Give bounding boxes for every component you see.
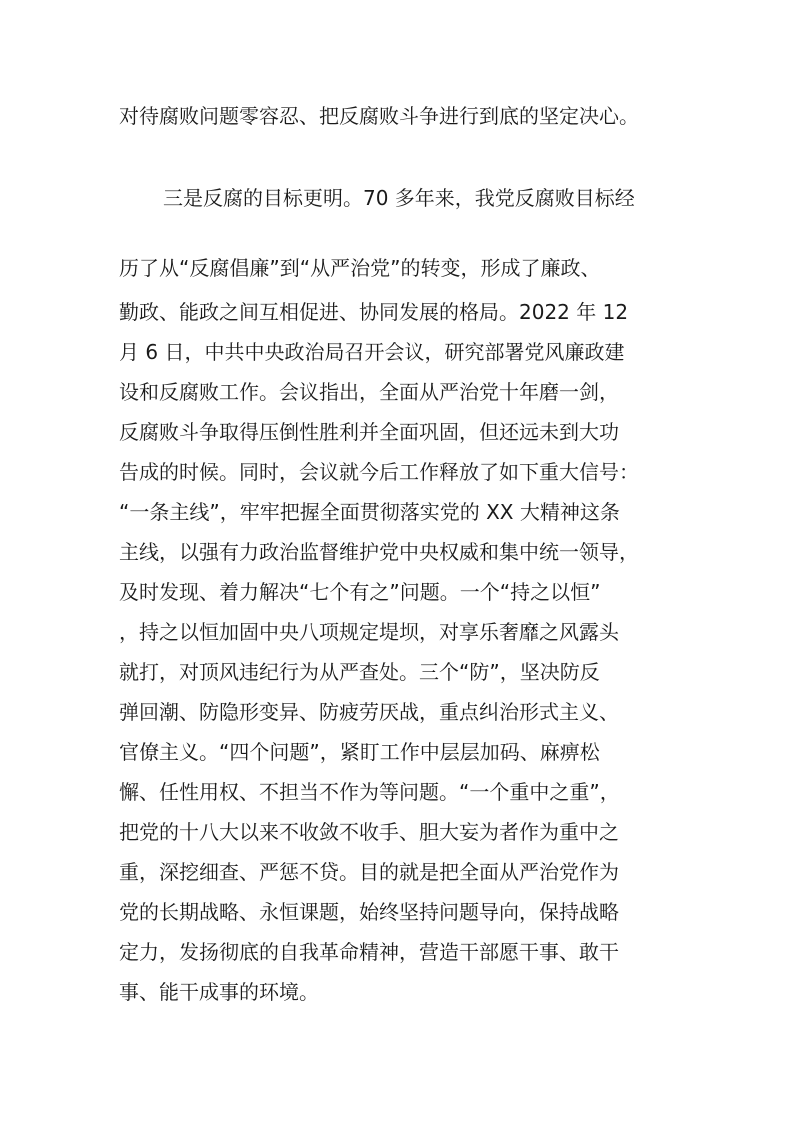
paragraph-2-line: 月 6 日，中共中央政治局召开会议，研究部署党风廉政建 <box>119 340 625 364</box>
paragraph-2-line: 事、能干成事的环境。 <box>119 980 319 1004</box>
paragraph-2-line: 反腐败斗争取得压倒性胜利并全面巩固，但还远未到大功 <box>119 420 619 444</box>
paragraph-2-line: 告成的时候。同时，会议就今后工作释放了如下重大信号： <box>119 460 639 484</box>
paragraph-2-line: “一条主线”，牢牢把握全面贯彻落实党的 XX 大精神这条 <box>119 500 620 524</box>
paragraph-2-line: 及时发现、着力解决“七个有之”问题。一个“持之以恒” <box>119 580 601 604</box>
paragraph-2-line: 勤政、能政之间互相促进、协同发展的格局。2022 年 12 <box>119 300 629 324</box>
paragraph-1-line: 对待腐败问题零容忍、把反腐败斗争进行到底的坚定决心。 <box>119 104 639 128</box>
paragraph-2-line: 官僚主义。“四个问题”，紧盯工作中层层加码、麻痹松 <box>119 740 600 764</box>
paragraph-2-line: 懈、任性用权、不担当不作为等问题。“一个重中之重”， <box>119 780 620 804</box>
paragraph-2-line: 党的长期战略、永恒课题，始终坚持问题导向，保持战略 <box>119 900 619 924</box>
paragraph-2-line: ，持之以恒加固中央八项规定堤坝，对享乐奢靡之风露头 <box>119 620 619 644</box>
paragraph-2-line: 重，深挖细查、严惩不贷。目的就是把全面从严治党作为 <box>119 860 619 884</box>
paragraph-2-line: 设和反腐败工作。会议指出，全面从严治党十年磨一剑， <box>119 380 619 404</box>
paragraph-2-line: 把党的十八大以来不收敛不收手、胆大妄为者作为重中之 <box>119 820 619 844</box>
paragraph-2-line: 就打，对顶风违纪行为从严查处。三个“防”，坚决防反 <box>119 660 600 684</box>
paragraph-2-line: 定力，发扬彻底的自我革命精神，营造干部愿干事、敢干 <box>119 940 619 964</box>
paragraph-2-line: 弹回潮、防隐形变异、防疲劳厌战，重点纠治形式主义、 <box>119 700 619 724</box>
paragraph-2-line: 三是反腐的目标更明。70 多年来，我党反腐败目标经 <box>163 186 635 210</box>
paragraph-2-line: 主线，以强有力政治监督维护党中央权威和集中统一领导， <box>119 540 639 564</box>
paragraph-2-line: 历了从“反腐倡廉”到“从严治党”的转变，形成了廉政、 <box>119 256 601 280</box>
